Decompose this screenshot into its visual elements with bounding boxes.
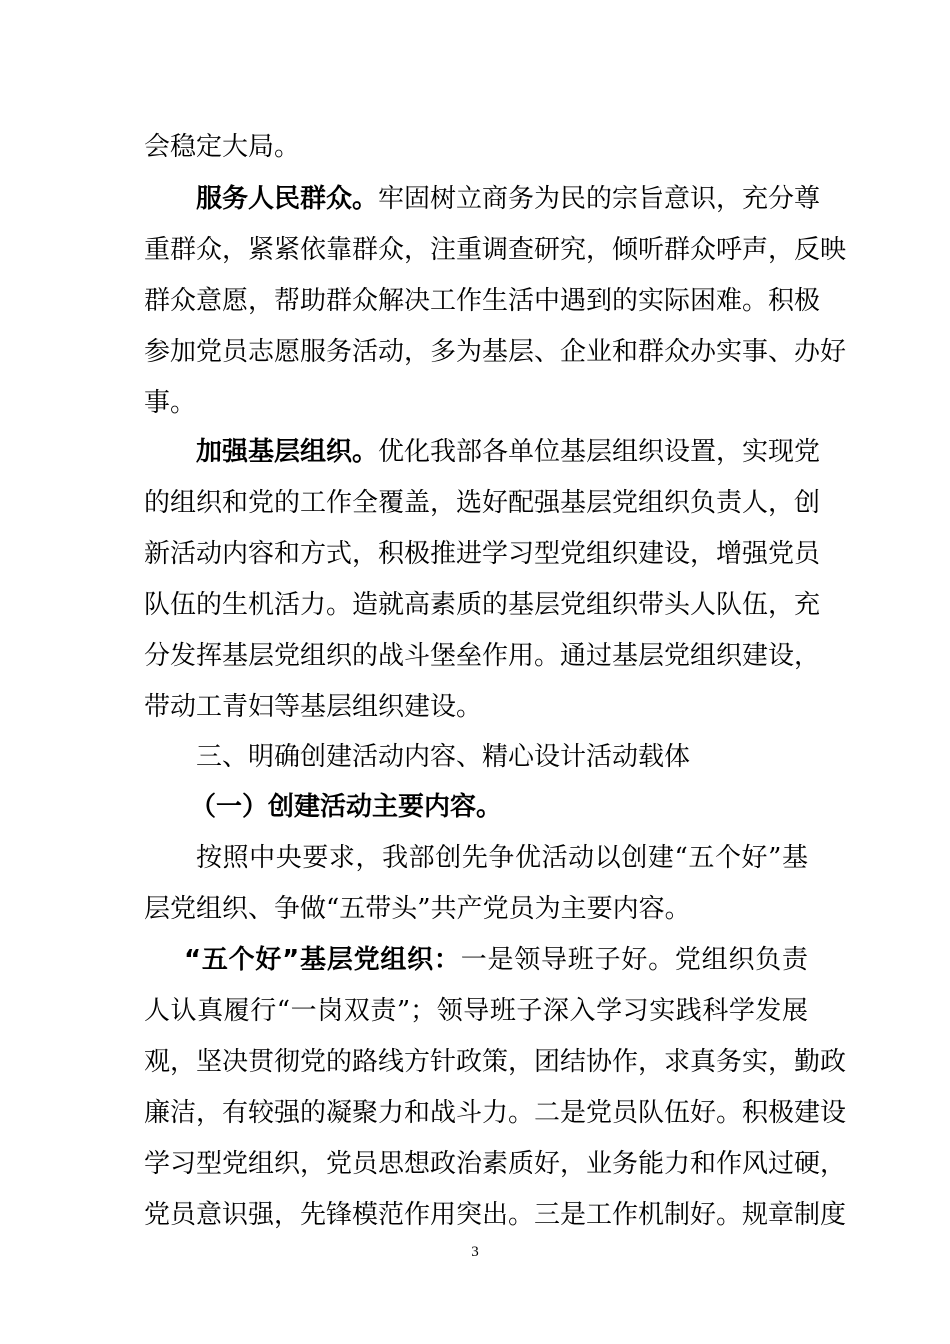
body-line	[144, 537, 821, 571]
line-text: 优化我部各单位基层组织设置，实现党	[378, 437, 821, 467]
line-text: 按照中央要求，我部创先争优活动以创建“五个好”基	[196, 843, 808, 873]
line-text: 一是领导班子好。党组织负责	[460, 945, 808, 975]
line-text: 事。	[144, 388, 197, 418]
line-text: 重群众，紧紧依靠群众，注重调查研究，倾听群众呼声，反映	[144, 235, 847, 265]
body-line	[144, 1198, 847, 1232]
line-text: 群众意愿，帮助群众解决工作生活中遇到的实际困难。积极	[144, 286, 821, 316]
inline-heading: 加强基层组织。	[196, 437, 379, 467]
body-line	[196, 841, 808, 875]
section-heading-text: 三、明确创建活动内容、精心设计活动载体	[196, 742, 691, 772]
section-heading	[196, 740, 808, 774]
line-text: 层党组织、争做“五带头”共产党员为主要内容。	[144, 894, 691, 924]
line-text: 牢固树立商务为民的宗旨意识，充分尊	[378, 184, 821, 214]
line-text: 分发挥基层党组织的战斗堡垒作用。通过基层党组织建设，	[144, 641, 821, 671]
line-text: 学习型党组织，党员思想政治素质好，业务能力和作风过硬，	[144, 1149, 847, 1179]
paragraph-heading-line	[184, 943, 808, 977]
page-number: 3	[471, 1244, 479, 1260]
inline-heading: “五个好”基层党组织：	[184, 945, 461, 975]
line-text: 的组织和党的工作全覆盖，选好配强基层党组织负责人，创	[144, 488, 821, 518]
line-text: 队伍的生机活力。造就高素质的基层党组织带头人队伍，充	[144, 590, 821, 620]
body-line	[144, 588, 821, 622]
line-text: 党员意识强，先锋模范作用突出。三是工作机制好。规章制度	[144, 1200, 847, 1230]
body-line	[144, 335, 847, 369]
line-text: 新活动内容和方式，积极推进学习型党组织建设，增强党员	[144, 539, 821, 569]
body-line	[144, 233, 847, 267]
body-line	[144, 486, 821, 520]
line-text: 廉洁，有较强的凝聚力和战斗力。二是党员队伍好。积极建设	[144, 1098, 847, 1128]
line-text: 观，坚决贯彻党的路线方针政策，团结协作，求真务实，勤政	[144, 1047, 847, 1077]
inline-heading: 服务人民群众。	[196, 184, 379, 214]
body-line	[144, 639, 821, 673]
body-line	[144, 1045, 847, 1079]
body-line	[144, 994, 808, 1028]
paragraph-heading-line	[196, 182, 821, 216]
body-line	[144, 284, 821, 318]
body-line	[144, 386, 808, 420]
line-text: 参加党员志愿服务活动，多为基层、企业和群众办实事、办好	[144, 337, 847, 367]
body-line	[144, 130, 808, 164]
paragraph-heading-line	[196, 435, 821, 469]
line-text: 人认真履行“一岗双责”；领导班子深入学习实践科学发展	[144, 996, 808, 1026]
body-line	[144, 1096, 847, 1130]
body-line	[144, 892, 808, 926]
subsection-heading-text: （一）创建活动主要内容。	[190, 792, 503, 822]
body-line	[144, 690, 808, 724]
subsection-heading	[190, 790, 808, 824]
body-line	[144, 1147, 847, 1181]
line-text: 带动工青妇等基层组织建设。	[144, 692, 483, 722]
line-text: 会稳定大局。	[144, 132, 301, 162]
